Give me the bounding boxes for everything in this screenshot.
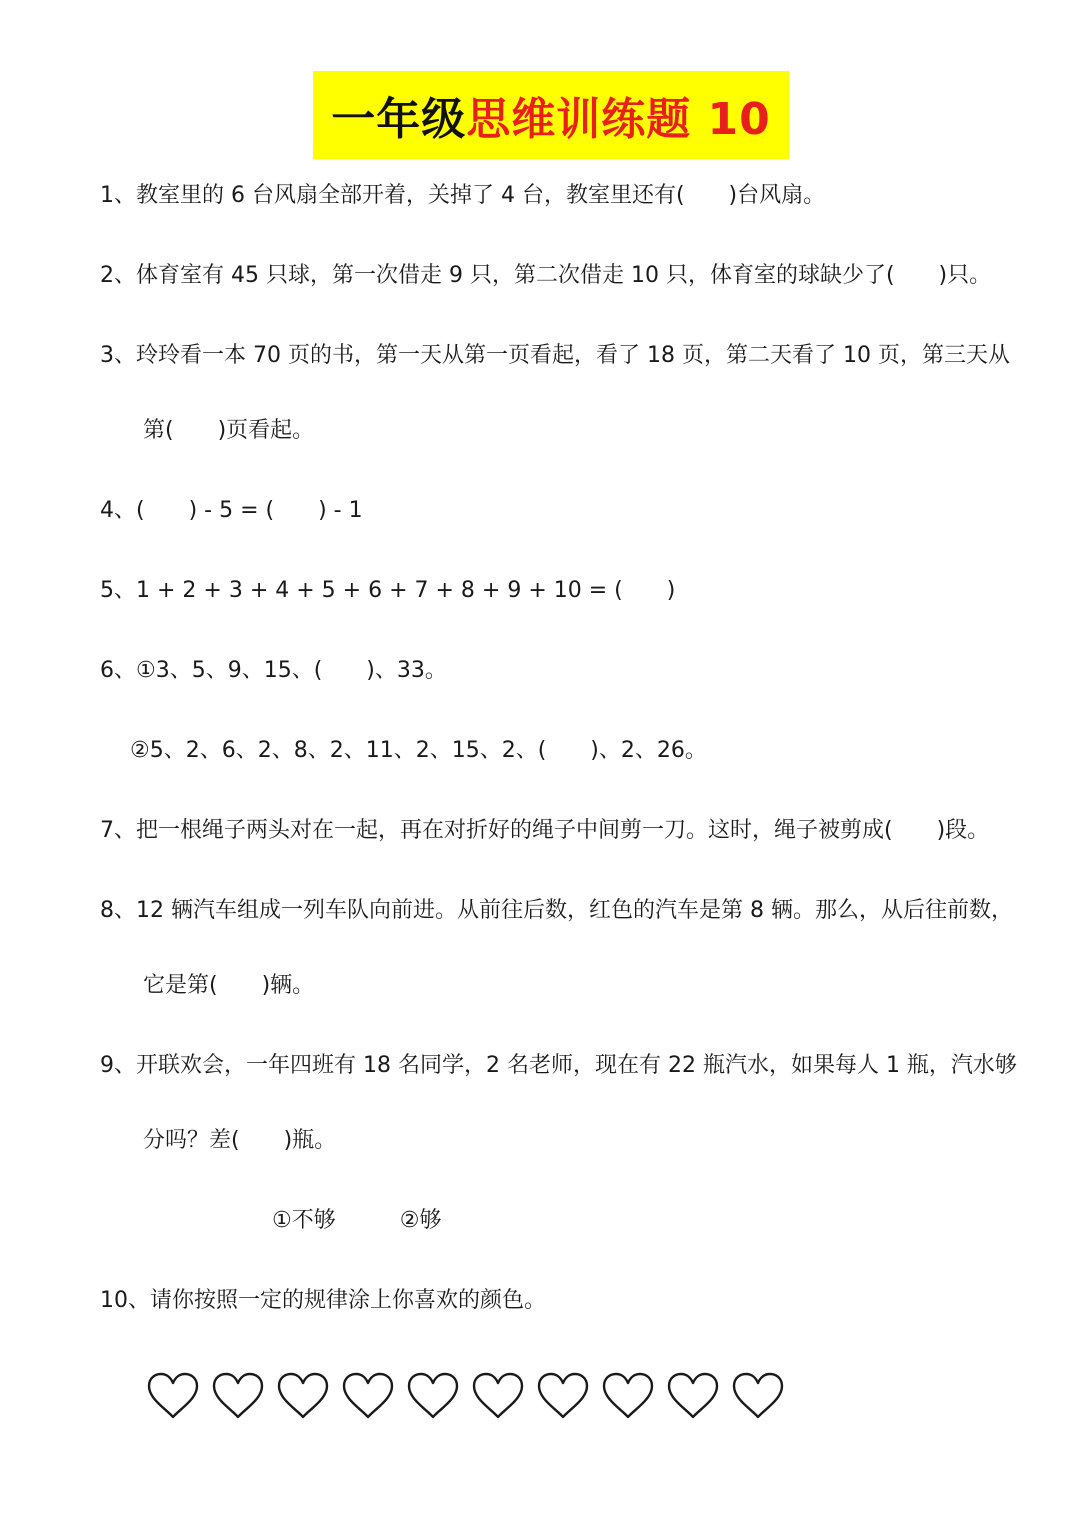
heart-outline-icon[interactable] (146, 1372, 200, 1420)
question-8-line-1: 8、12 辆汽车组成一列车队向前进。从前往后数，红色的汽车是第 8 辆。那么，从后往前数， (100, 898, 1013, 923)
question-3-line-1: 3、玲玲看一本 70 页的书，第一天从第一页看起，看了 18 页，第二天看了 10 页，第三天从 (100, 343, 1010, 368)
question-9-line-2: 分吗？差( )瓶。 (143, 1128, 337, 1153)
heart-outline-icon[interactable] (276, 1372, 330, 1420)
heart-row (146, 1372, 796, 1420)
heart-outline-icon[interactable] (731, 1372, 785, 1420)
question-9-options (272, 1206, 441, 1236)
title-prefix: 一年级 (331, 94, 467, 145)
question-1: 1、教室里的 6 台风扇全部开着，关掉了 4 台，教室里还有( )台风扇。 (100, 183, 826, 208)
question-8-line-2: 它是第( )辆。 (143, 973, 315, 998)
question-7: 7、把一根绳子两头对在一起，再在对折好的绳子中间剪一刀。这时，绳子被剪成( )段。 (100, 818, 990, 843)
question-2: 2、体育室有 45 只球，第一次借走 9 只，第二次借走 10 只，体育室的球缺少了( )只。 (100, 263, 992, 288)
heart-outline-icon[interactable] (211, 1372, 265, 1420)
question-5: 5、1 + 2 + 3 + 4 + 5 + 6 + 7 + 8 + 9 + 10 = ( ) (100, 578, 676, 603)
option-enough: ②够 (399, 1208, 442, 1233)
heart-outline-icon[interactable] (471, 1372, 525, 1420)
title-banner (313, 71, 789, 159)
heart-outline-icon[interactable] (536, 1372, 590, 1420)
question-3-line-2: 第( )页看起。 (143, 418, 315, 443)
question-4: 4、( ) - 5 = ( ) - 1 (100, 498, 363, 523)
heart-outline-icon[interactable] (406, 1372, 460, 1420)
question-9-line-1: 9、开联欢会，一年四班有 18 名同学，2 名老师，现在有 22 瓶汽水，如果每人 1 瓶，汽水够 (100, 1053, 1017, 1078)
heart-outline-icon[interactable] (601, 1372, 655, 1420)
heart-outline-icon[interactable] (341, 1372, 395, 1420)
question-6-line-1: 6、①3、5、9、15、( )、33。 (100, 658, 447, 683)
option-not-enough: ①不够 (272, 1208, 336, 1233)
question-10: 10、请你按照一定的规律涂上你喜欢的颜色。 (100, 1288, 546, 1313)
heart-outline-icon[interactable] (666, 1372, 720, 1420)
title-highlight: 思维训练题 10 (466, 94, 771, 145)
question-6-line-2: ②5、2、6、2、8、2、11、2、15、2、( )、2、26。 (130, 738, 707, 763)
